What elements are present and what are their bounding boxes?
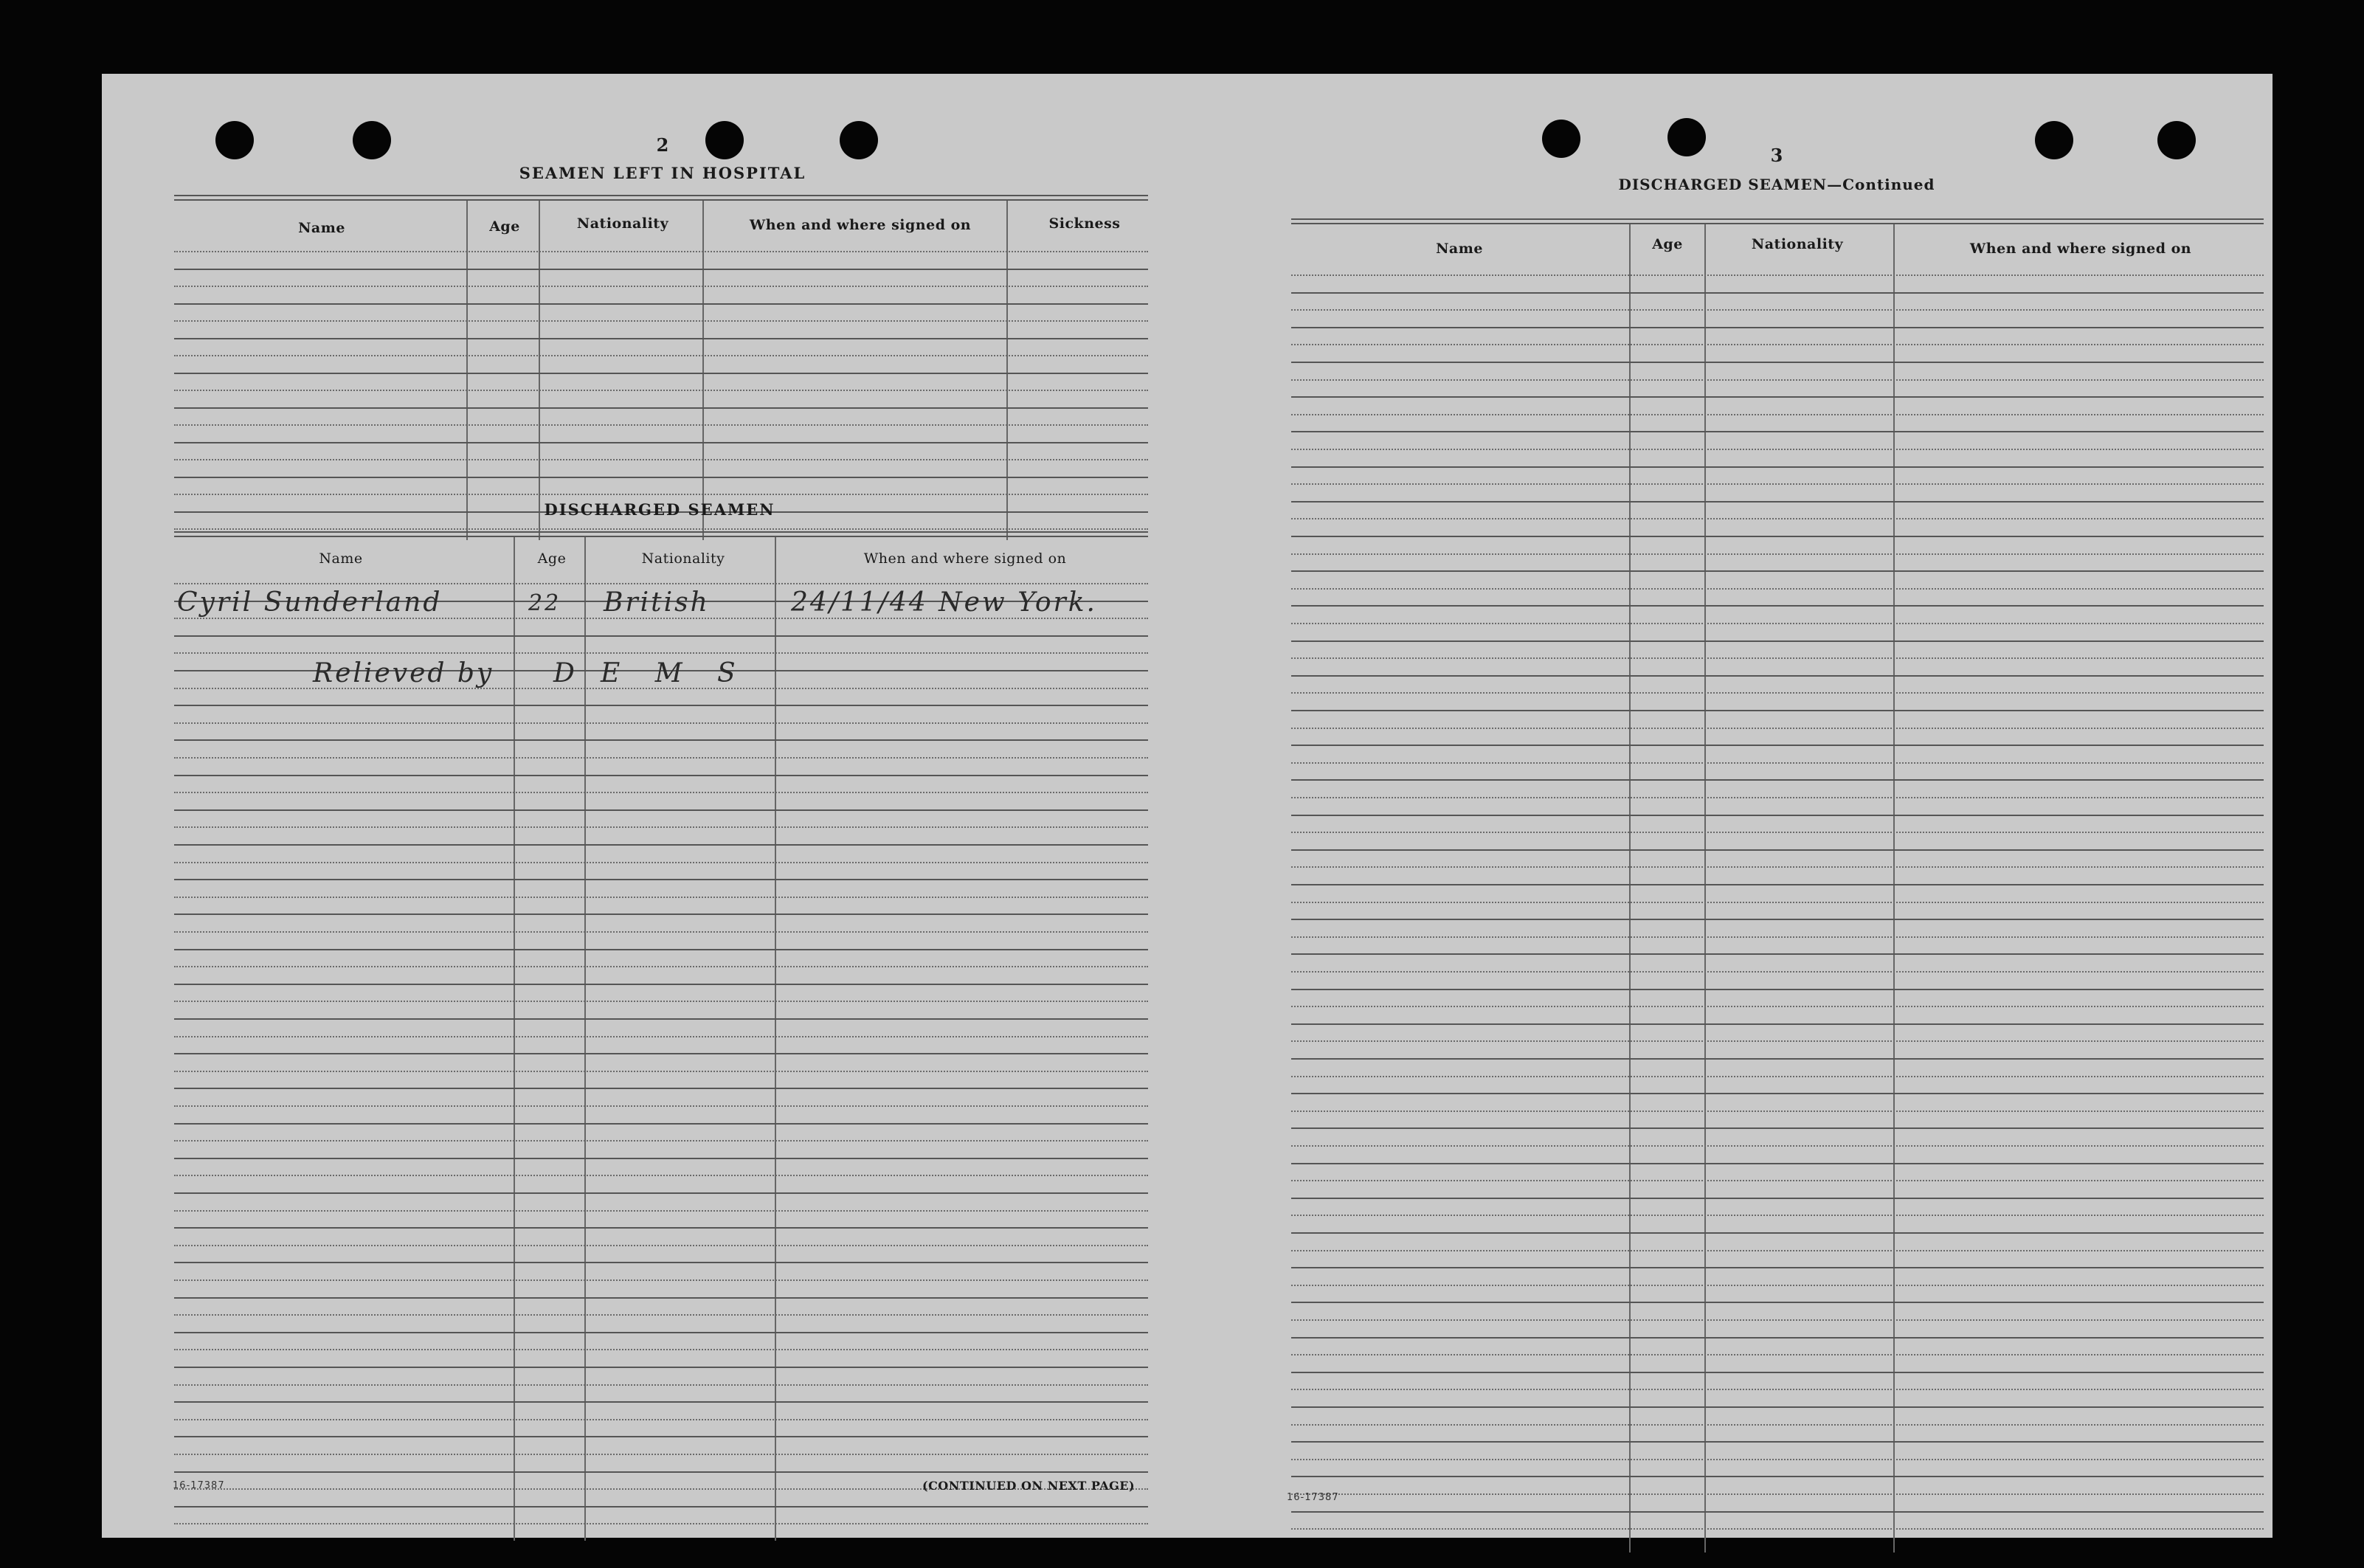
discharged-row-rule <box>174 722 1148 724</box>
right-col-divider <box>1893 224 1895 1553</box>
discharged-row-rule <box>174 792 1148 793</box>
right-row-rule <box>1291 797 2264 798</box>
hospital-row-rule <box>174 320 1148 322</box>
discharged-row-rule <box>174 1506 1148 1507</box>
right-col-divider <box>1704 224 1706 1553</box>
discharged-row-rule <box>174 862 1148 863</box>
right-row-rule <box>1291 1145 2264 1147</box>
punch-hole <box>2157 121 2196 159</box>
discharged-row-rule <box>174 583 1148 584</box>
discharged-row-rule <box>174 949 1148 950</box>
hospital-row-rule <box>174 303 1148 305</box>
right-row-rule <box>1291 518 2264 519</box>
discharged-row-rule <box>174 879 1148 880</box>
right-row-rule <box>1291 1232 2264 1234</box>
page-number-right: 3 <box>1770 145 1783 166</box>
discharged-row-rule <box>174 1210 1148 1212</box>
discharged-row-rule <box>174 1297 1148 1299</box>
discharged-row-rule <box>174 826 1148 828</box>
discharged-row-rule <box>174 1384 1148 1386</box>
right-row-rule <box>1291 762 2264 764</box>
right-row-rule <box>1291 501 2264 502</box>
discharged-row-rule <box>174 1192 1148 1194</box>
entry-note: Relieved by <box>313 658 494 688</box>
right-row-rule <box>1291 536 2264 537</box>
discharged-row-rule <box>174 618 1148 619</box>
right-row-rule <box>1291 849 2264 851</box>
entry-signed-on: 24/11/44 New York. <box>791 587 1097 618</box>
right-row-rule <box>1291 1493 2264 1495</box>
discharged-row-rule <box>174 1471 1148 1473</box>
hospital-row-rule <box>174 269 1148 270</box>
discharged-row-rule <box>174 1088 1148 1089</box>
right-row-rule <box>1291 570 2264 572</box>
right-header-nationality: Nationality <box>1751 236 1844 252</box>
right-row-rule <box>1291 379 2264 381</box>
right-row-rule <box>1291 815 2264 816</box>
entry-note-initial: D <box>553 658 577 688</box>
discharged-row-rule <box>174 1401 1148 1403</box>
right-row-rule <box>1291 1302 2264 1303</box>
discharged-row-rule <box>174 1140 1148 1142</box>
punch-hole <box>2035 121 2073 159</box>
hospital-row-rule <box>174 251 1148 252</box>
right-row-rule <box>1291 953 2264 955</box>
hospital-header-signed-on: When and where signed on <box>749 217 972 233</box>
discharged-row-rule <box>174 739 1148 741</box>
right-header-signed-on: When and where signed on <box>1969 241 2192 257</box>
discharged-row-rule <box>174 897 1148 898</box>
discharged-row-rule <box>174 1523 1148 1524</box>
right-row-rule <box>1291 1058 2264 1060</box>
hospital-table-top-rule <box>174 199 1148 201</box>
right-row-rule <box>1291 553 2264 555</box>
punch-hole <box>1667 118 1706 156</box>
right-row-rule <box>1291 1180 2264 1181</box>
right-row-rule <box>1291 1406 2264 1408</box>
discharged-row-rule <box>174 1245 1148 1246</box>
right-row-rule <box>1291 396 2264 398</box>
discharged-header-age: Age <box>537 550 567 567</box>
right-row-rule <box>1291 1040 2264 1042</box>
right-row-rule <box>1291 1459 2264 1460</box>
right-row-rule <box>1291 483 2264 485</box>
discharged-row-rule <box>174 1105 1148 1107</box>
right-table-top-rule <box>1291 218 2264 220</box>
right-row-rule <box>1291 327 2264 328</box>
right-row-rule <box>1291 1285 2264 1286</box>
discharged-header-signed-on: When and where signed on <box>863 550 1067 567</box>
right-col-divider <box>1629 224 1631 1553</box>
right-row-rule <box>1291 936 2264 938</box>
hospital-header-nationality: Nationality <box>576 215 669 232</box>
discharged-row-rule <box>174 705 1148 706</box>
right-row-rule <box>1291 902 2264 903</box>
right-row-rule <box>1291 623 2264 624</box>
right-table-top-rule <box>1291 223 2264 224</box>
right-row-rule <box>1291 1111 2264 1112</box>
right-row-rule <box>1291 1389 2264 1390</box>
discharged-row-rule <box>174 1071 1148 1072</box>
discharged-section-title: DISCHARGED SEAMEN <box>544 500 775 519</box>
right-row-rule <box>1291 1215 2264 1216</box>
document-sheet <box>102 74 2273 1538</box>
hospital-row-rule <box>174 477 1148 478</box>
right-row-rule <box>1291 779 2264 781</box>
discharged-row-rule <box>174 931 1148 933</box>
discharged-row-rule <box>174 1175 1148 1176</box>
hospital-row-rule <box>174 373 1148 374</box>
right-row-rule <box>1291 1023 2264 1025</box>
right-row-rule <box>1291 292 2264 294</box>
right-section-title: DISCHARGED SEAMEN—Continued <box>1618 176 1935 193</box>
discharged-row-rule <box>174 913 1148 915</box>
discharged-row-rule <box>174 1227 1148 1229</box>
form-number-right: 16-17387 <box>1287 1492 1339 1503</box>
discharged-row-rule <box>174 757 1148 759</box>
right-row-rule <box>1291 832 2264 833</box>
right-row-rule <box>1291 309 2264 311</box>
punch-hole <box>215 121 254 159</box>
right-row-rule <box>1291 692 2264 694</box>
discharged-row-rule <box>174 1158 1148 1159</box>
hospital-section-title: SEAMEN LEFT IN HOSPITAL <box>519 164 806 182</box>
right-row-rule <box>1291 919 2264 920</box>
right-row-rule <box>1291 1006 2264 1007</box>
right-row-rule <box>1291 1127 2264 1129</box>
punch-hole <box>705 121 744 159</box>
punch-hole <box>1542 120 1580 158</box>
right-row-rule <box>1291 1372 2264 1373</box>
discharged-row-rule <box>174 1036 1148 1037</box>
entry-nationality: British <box>604 587 710 618</box>
entry-name: Cyril Sunderland <box>177 587 443 618</box>
right-header-name: Name <box>1436 241 1483 257</box>
form-number-left: 16-17387 <box>173 1480 225 1491</box>
right-row-rule <box>1291 745 2264 746</box>
hospital-row-rule <box>174 390 1148 391</box>
discharged-table-top-rule <box>174 531 1148 533</box>
right-row-rule <box>1291 884 2264 885</box>
discharged-row-rule <box>174 1419 1148 1420</box>
entry-note-ems: E M S <box>601 658 749 688</box>
right-row-rule <box>1291 971 2264 973</box>
right-row-rule <box>1291 1476 2264 1477</box>
discharged-row-rule <box>174 1053 1148 1054</box>
right-row-rule <box>1291 605 2264 607</box>
right-header-age: Age <box>1652 236 1683 252</box>
discharged-row-rule <box>174 775 1148 776</box>
discharged-row-rule <box>174 1349 1148 1350</box>
continued-note: (CONTINUED ON NEXT PAGE) <box>922 1479 1136 1493</box>
punch-hole <box>353 121 391 159</box>
discharged-row-rule <box>174 1314 1148 1316</box>
right-row-rule <box>1291 640 2264 642</box>
right-row-rule <box>1291 1424 2264 1426</box>
discharged-table-top-rule <box>174 536 1148 537</box>
hospital-row-rule <box>174 528 1148 530</box>
discharged-row-rule <box>174 1367 1148 1368</box>
right-row-rule <box>1291 414 2264 415</box>
discharged-header-nationality: Nationality <box>641 550 725 567</box>
right-row-rule <box>1291 866 2264 868</box>
punch-hole <box>840 121 878 159</box>
right-row-rule <box>1291 1198 2264 1199</box>
right-row-rule <box>1291 1250 2264 1251</box>
hospital-row-rule <box>174 494 1148 495</box>
right-row-rule <box>1291 657 2264 659</box>
right-row-rule <box>1291 989 2264 990</box>
hospital-row-rule <box>174 459 1148 460</box>
right-row-rule <box>1291 728 2264 729</box>
right-row-rule <box>1291 449 2264 450</box>
right-row-rule <box>1291 274 2264 276</box>
hospital-row-rule <box>174 424 1148 426</box>
hospital-row-rule <box>174 286 1148 287</box>
right-row-rule <box>1291 1337 2264 1339</box>
hospital-row-rule <box>174 355 1148 356</box>
right-row-rule <box>1291 710 2264 711</box>
right-row-rule <box>1291 362 2264 363</box>
discharged-row-rule <box>174 1436 1148 1437</box>
discharged-row-rule <box>174 1262 1148 1263</box>
right-row-rule <box>1291 1441 2264 1443</box>
right-row-rule <box>1291 1511 2264 1513</box>
discharged-header-name: Name <box>319 550 363 567</box>
right-row-rule <box>1291 466 2264 468</box>
right-row-rule <box>1291 1267 2264 1268</box>
entry-age: 22 <box>528 590 561 616</box>
discharged-row-rule <box>174 635 1148 637</box>
discharged-row-rule <box>174 1279 1148 1281</box>
discharged-row-rule <box>174 809 1148 811</box>
discharged-row-rule <box>174 984 1148 985</box>
discharged-row-rule <box>174 652 1148 654</box>
right-row-rule <box>1291 431 2264 432</box>
hospital-header-sickness: Sickness <box>1048 215 1121 232</box>
right-row-rule <box>1291 344 2264 345</box>
right-row-rule <box>1291 675 2264 677</box>
right-row-rule <box>1291 1093 2264 1094</box>
right-row-rule <box>1291 588 2264 590</box>
hospital-row-rule <box>174 407 1148 409</box>
page-number-left: 2 <box>656 134 669 156</box>
discharged-row-rule <box>174 844 1148 846</box>
discharged-row-rule <box>174 966 1148 967</box>
hospital-header-age: Age <box>489 218 520 235</box>
discharged-row-rule <box>174 1454 1148 1455</box>
hospital-row-rule <box>174 442 1148 443</box>
right-row-rule <box>1291 1163 2264 1164</box>
discharged-row-rule <box>174 1001 1148 1002</box>
discharged-row-rule <box>174 1332 1148 1333</box>
hospital-row-rule <box>174 338 1148 339</box>
discharged-row-rule <box>174 1018 1148 1020</box>
hospital-table-top-rule <box>174 195 1148 196</box>
right-row-rule <box>1291 1528 2264 1530</box>
right-row-rule <box>1291 1076 2264 1077</box>
hospital-header-name: Name <box>298 220 345 236</box>
right-row-rule <box>1291 1319 2264 1321</box>
discharged-row-rule <box>174 1123 1148 1125</box>
right-row-rule <box>1291 1354 2264 1355</box>
